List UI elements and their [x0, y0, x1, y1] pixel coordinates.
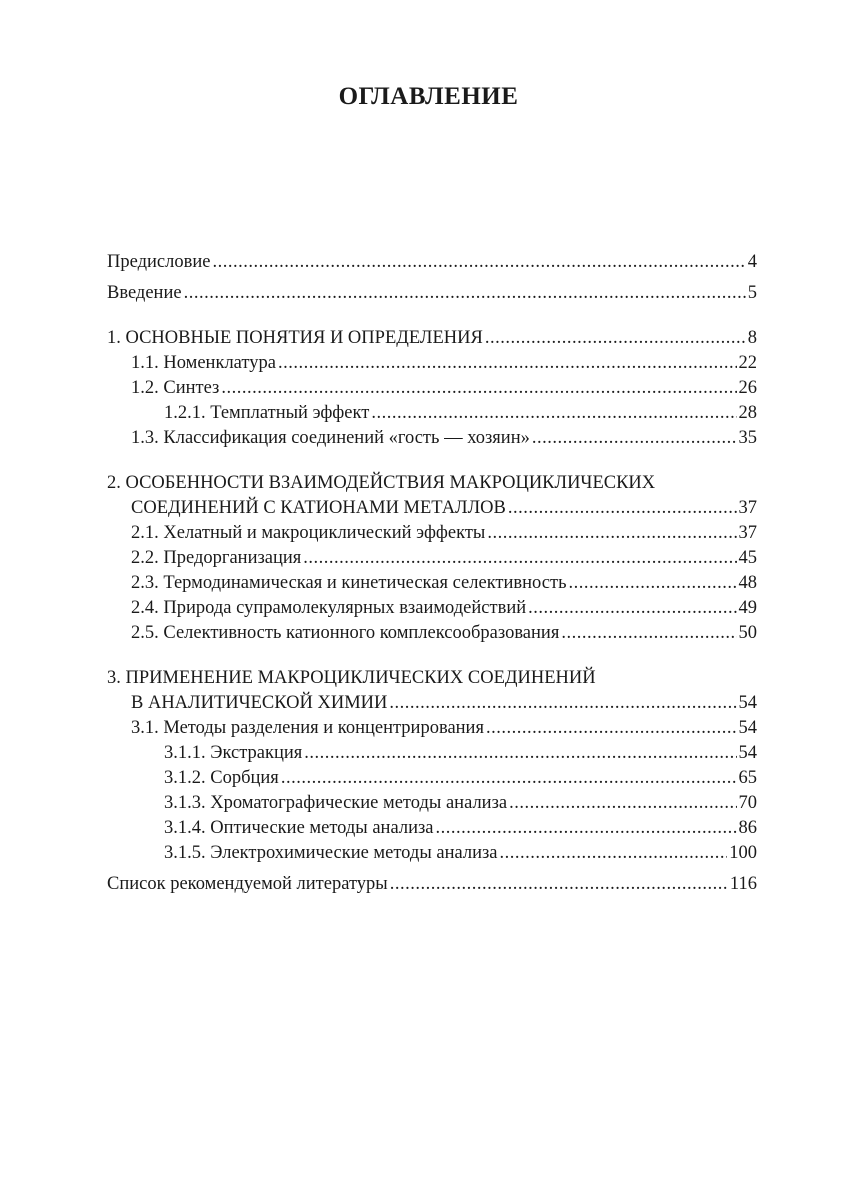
toc-entry-2-2[interactable]: [107, 546, 757, 571]
toc-page-number: 4: [747, 252, 757, 272]
toc-label: 1.1. Номенклатура: [131, 353, 276, 373]
toc-label: 2.2. Предорганизация: [131, 548, 302, 568]
dot-leader: [486, 716, 737, 741]
dot-leader: [281, 766, 737, 791]
toc-entry-3-1[interactable]: [107, 716, 757, 741]
dot-leader: [528, 596, 736, 621]
toc-label: 1.3. Классификация соединений «гость — хозяин»: [131, 428, 530, 448]
toc-page-number: 28: [738, 403, 757, 423]
toc-label: 2.3. Термодинамическая и кинетическая селективность: [131, 573, 567, 593]
dot-leader: [532, 426, 737, 451]
toc-label: 3.1.1. Экстракция: [164, 743, 303, 763]
toc-entry-2-5[interactable]: [107, 621, 757, 646]
dot-leader: [509, 791, 736, 816]
toc-entry-chapter-1[interactable]: [107, 326, 757, 351]
dot-leader: [184, 281, 746, 306]
toc-label: 3.1.2. Сорбция: [164, 768, 279, 788]
toc-chapter-3-heading: 3. ПРИМЕНЕНИЕ МАКРОЦИКЛИЧЕСКИХ СОЕДИНЕНИЙ: [107, 668, 596, 688]
toc-label: Список рекомендуемой литературы: [107, 874, 388, 894]
toc-entry-intro[interactable]: [107, 281, 757, 306]
dot-leader: [569, 571, 737, 596]
toc-page-number: 50: [738, 623, 757, 643]
toc-label: 3.1. Методы разделения и концентрирования: [131, 718, 484, 738]
toc-entry-references[interactable]: [107, 872, 757, 897]
toc-page-number: 35: [738, 428, 757, 448]
toc-entry-chapter-3[interactable]: [107, 691, 757, 716]
toc-page-number: 49: [738, 598, 757, 618]
dot-leader: [389, 691, 736, 716]
toc-page-number: 54: [738, 693, 757, 713]
toc-entry-2-3[interactable]: [107, 571, 757, 596]
table-of-contents: [107, 250, 757, 897]
toc-page-number: 26: [738, 378, 757, 398]
toc-entry-3-1-3[interactable]: [107, 791, 757, 816]
dot-leader: [278, 351, 737, 376]
toc-entry-3-1-4[interactable]: [107, 816, 757, 841]
toc-entry-1-1[interactable]: [107, 351, 757, 376]
toc-entry-3-1-2[interactable]: [107, 766, 757, 791]
dot-leader: [304, 741, 736, 766]
toc-page-number: 37: [738, 523, 757, 543]
toc-label: СОЕДИНЕНИЙ С КАТИОНАМИ МЕТАЛЛОВ: [131, 498, 506, 518]
toc-label: 2.1. Хелатный и макроциклический эффекты: [131, 523, 486, 543]
toc-entry-3-1-5[interactable]: [107, 841, 757, 866]
dot-leader: [303, 546, 736, 571]
dot-leader: [221, 376, 736, 401]
toc-label: Предисловие: [107, 252, 211, 272]
toc-entry-chapter-2[interactable]: [107, 496, 757, 521]
toc-entry-1-2-1[interactable]: [107, 401, 757, 426]
toc-chapter-2-heading: 2. ОСОБЕННОСТИ ВЗАИМОДЕЙСТВИЯ МАКРОЦИКЛИЧЕСКИХ: [107, 473, 656, 493]
toc-label: 3.1.5. Электрохимические методы анализа: [164, 843, 498, 863]
toc-label: 1.2. Синтез: [131, 378, 220, 398]
toc-label: 1.2.1. Темплатный эффект: [164, 403, 370, 423]
dot-leader: [487, 521, 736, 546]
toc-label: Введение: [107, 283, 182, 303]
toc-page-number: 86: [738, 818, 757, 838]
toc-label: 2.4. Природа супрамолекулярных взаимодействий: [131, 598, 527, 618]
dot-leader: [390, 872, 728, 897]
toc-page-number: 22: [738, 353, 757, 373]
toc-page-number: 65: [738, 768, 757, 788]
toc-page-number: 100: [729, 843, 757, 863]
toc-page-number: 8: [747, 328, 757, 348]
toc-page-number: 37: [738, 498, 757, 518]
dot-leader: [508, 496, 737, 521]
toc-page-number: 5: [747, 283, 757, 303]
toc-entry-3-1-1[interactable]: [107, 741, 757, 766]
dot-leader: [561, 621, 736, 646]
toc-entry-1-2[interactable]: [107, 376, 757, 401]
dot-leader: [485, 326, 746, 351]
toc-label: 2.5. Селективность катионного комплексообразования: [131, 623, 560, 643]
toc-page-number: 48: [738, 573, 757, 593]
toc-entry-2-1[interactable]: [107, 521, 757, 546]
toc-entry-1-3[interactable]: [107, 426, 757, 451]
dot-leader: [436, 816, 737, 841]
toc-page-number: 54: [738, 718, 757, 738]
toc-page-number: 70: [738, 793, 757, 813]
toc-entry-2-4[interactable]: [107, 596, 757, 621]
toc-label: 3.1.3. Хроматографические методы анализа: [164, 793, 508, 813]
dot-leader: [371, 401, 736, 426]
toc-label: В АНАЛИТИЧЕСКОЙ ХИМИИ: [131, 693, 388, 713]
toc-entry-preface[interactable]: [107, 250, 757, 275]
toc-label: 1. ОСНОВНЫЕ ПОНЯТИЯ И ОПРЕДЕЛЕНИЯ: [107, 328, 483, 348]
dot-leader: [212, 250, 745, 275]
toc-page-number: 54: [738, 743, 757, 763]
toc-page-number: 116: [729, 874, 757, 894]
page-title: ОГЛАВЛЕНИЕ: [338, 83, 519, 110]
dot-leader: [500, 841, 728, 866]
toc-page-number: 45: [738, 548, 757, 568]
toc-label: 3.1.4. Оптические методы анализа: [164, 818, 434, 838]
